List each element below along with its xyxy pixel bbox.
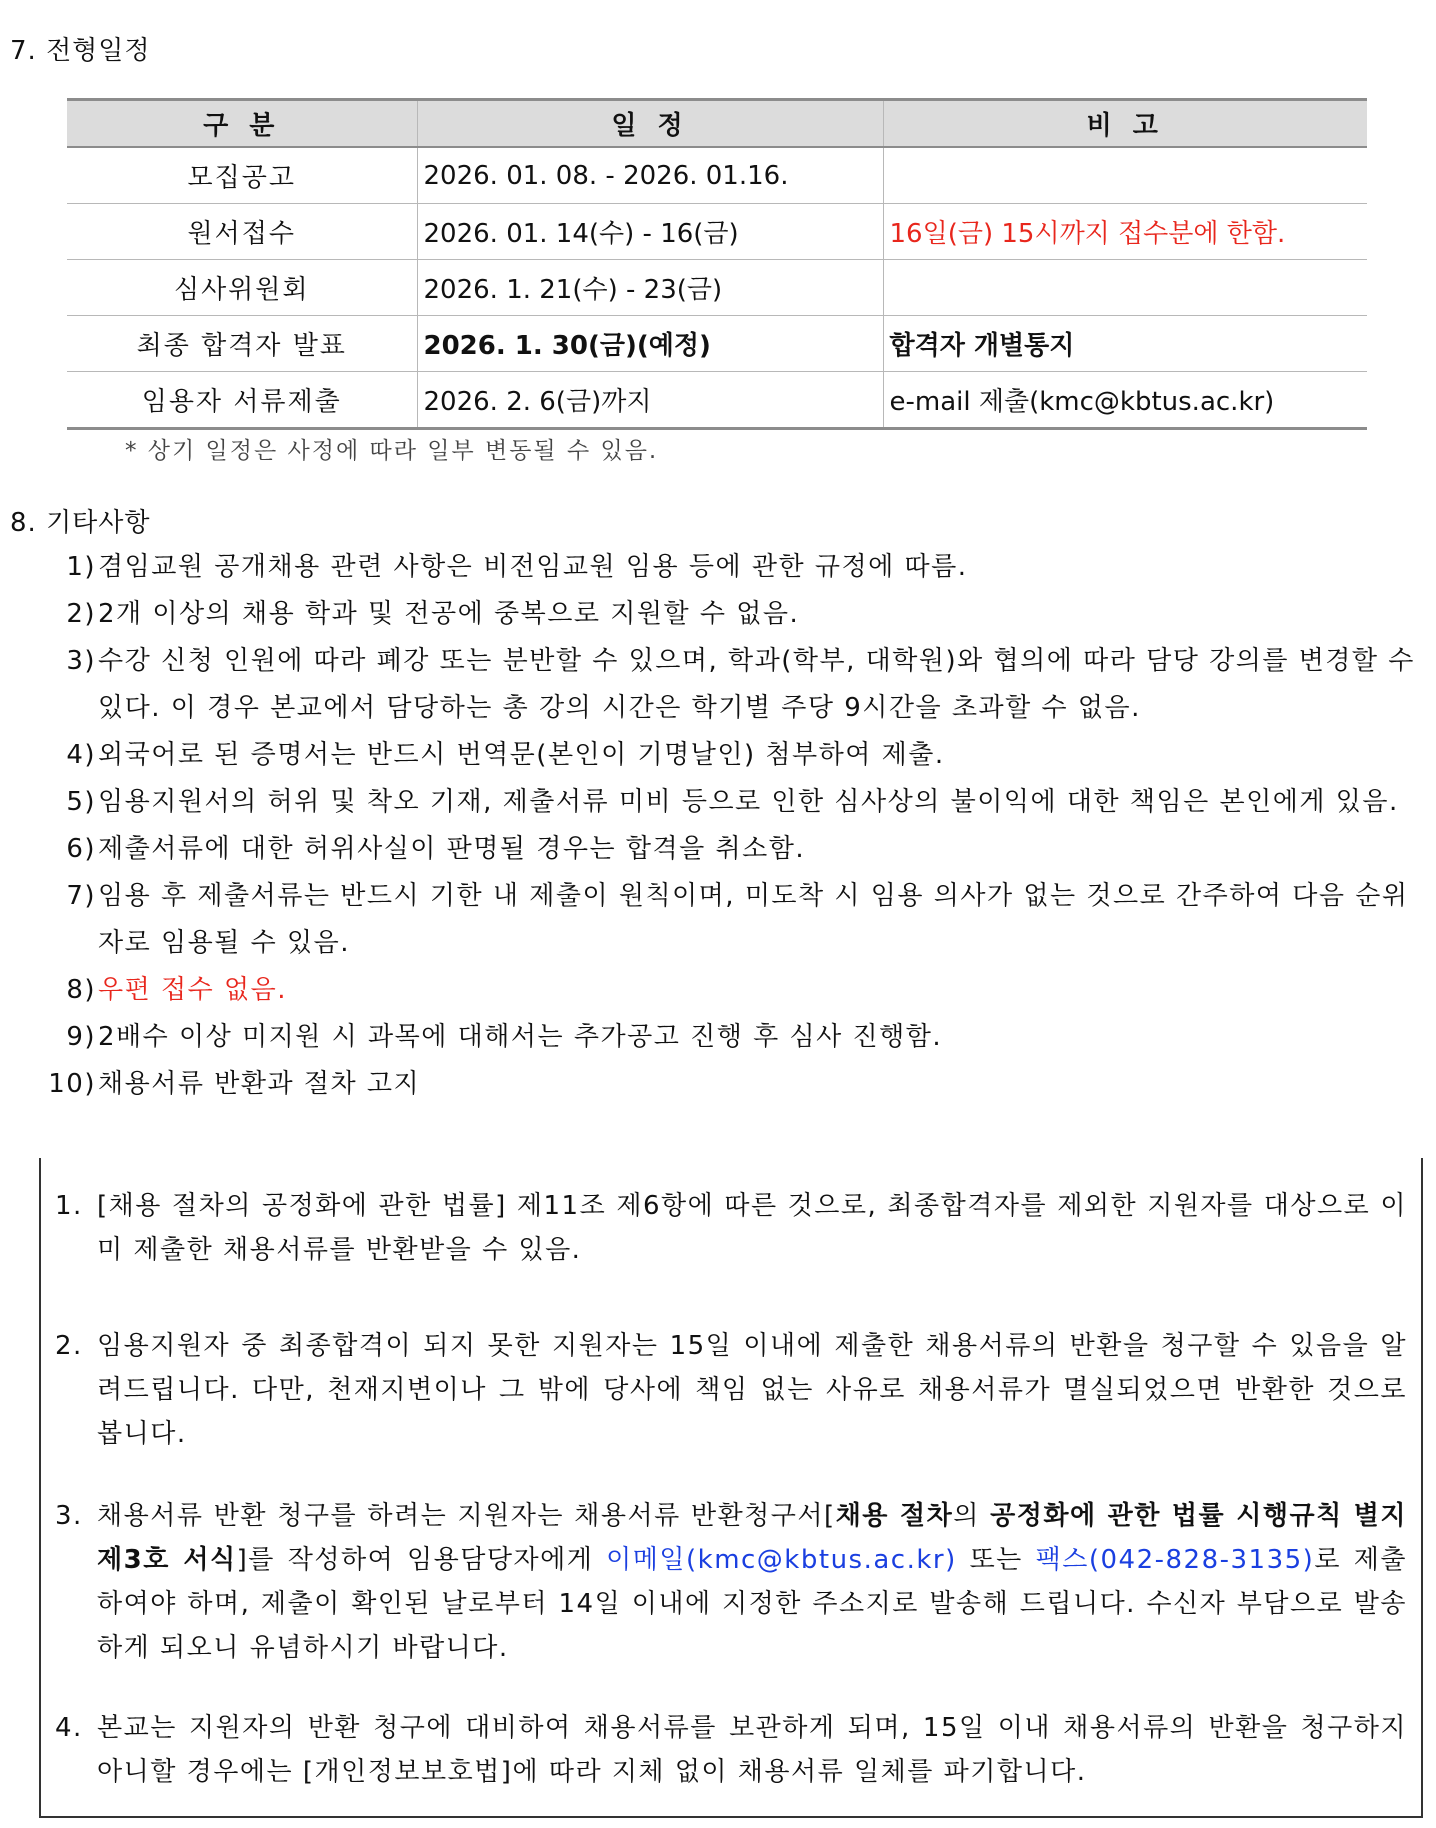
header-remarks: 비 고 — [883, 100, 1367, 148]
list-item-text: 제출서류에 대한 허위사실이 판명될 경우는 합격을 취소함. — [98, 834, 806, 864]
list-item-text: 수강 신청 인원에 따라 폐강 또는 분반할 수 있으며, 학과(학부, 대학원)와 협의에 따라 담당 강의를 변경할 수 있다. 이 경우 본교에서 담당하는 총 강의 시간은 학기별 주당 9시간을 초과할 수 없음. — [98, 646, 1415, 723]
list-item — [40, 873, 1430, 967]
notice-text-segment: ]를 작성하여 임용담당자에게 — [236, 1545, 607, 1575]
table-header-row — [67, 100, 1367, 148]
notice-item — [55, 1706, 1407, 1794]
email-link[interactable]: 이메일(kmc@kbtus.ac.kr) — [606, 1545, 957, 1575]
row-category: 임용자 서류제출 — [67, 372, 417, 429]
list-item — [40, 826, 1430, 873]
row-category: 심사위원회 — [67, 260, 417, 316]
notice-bold-segment: 채용 절차 — [835, 1501, 954, 1531]
notice-item — [55, 1184, 1407, 1272]
list-item — [40, 1061, 1430, 1108]
list-item — [40, 779, 1430, 826]
section8-title: 8. 기타사항 — [10, 508, 151, 538]
table-row — [67, 316, 1367, 372]
notice-item-number: 1. — [55, 1191, 83, 1221]
table-row — [67, 147, 1367, 204]
schedule-footnote: * 상기 일정은 사정에 따라 일부 변동될 수 있음. — [125, 438, 659, 464]
row-date: 2026. 1. 21(수) - 23(금) — [417, 260, 883, 316]
row-date: 2026. 01. 08. - 2026. 01.16. — [417, 147, 883, 204]
list-item-number: 6) — [66, 834, 96, 864]
list-item-number: 7) — [66, 881, 96, 911]
misc-list — [40, 544, 1430, 1108]
notice-item — [55, 1494, 1407, 1670]
row-category: 원서접수 — [67, 204, 417, 260]
list-item-number: 3) — [66, 646, 96, 676]
list-item-text: 채용서류 반환과 절차 고지 — [98, 1069, 421, 1099]
list-item-number: 4) — [66, 740, 96, 770]
notice-item-number: 3. — [55, 1501, 83, 1531]
schedule-table — [67, 98, 1367, 430]
notice-bold-segment: 공정화에 관한 법률 시행규칙 별지 제3호 서식 — [97, 1501, 1407, 1575]
row-category: 최종 합격자 발표 — [67, 316, 417, 372]
notice-item-number: 4. — [55, 1713, 83, 1743]
list-item-number: 8) — [66, 975, 96, 1005]
list-item-text-no-mail: 우편 접수 없음. — [98, 975, 287, 1005]
notice-item-text: 본교는 지원자의 반환 청구에 대비하여 채용서류를 보관하게 되며, 15일 이내 채용서류의 반환을 청구하지 아니할 경우에는 [개인정보보호법]에 따라 지체 없이 채용서류 일체를 파기합니다. — [97, 1713, 1407, 1787]
list-item — [40, 732, 1430, 779]
section7-title: 7. 전형일정 — [10, 36, 151, 66]
notice-item-text: [채용 절차의 공정화에 관한 법률] 제11조 제6항에 따른 것으로, 최종합격자를 제외한 지원자를 대상으로 이미 제출한 채용서류를 반환받을 수 있음. — [97, 1191, 1407, 1265]
notice-text-segment: 또는 — [956, 1545, 1036, 1575]
notice-item-text: 임용지원자 중 최종합격이 되지 못한 지원자는 15일 이내에 제출한 채용서류의 반환을 청구할 수 있음을 알려드립니다. 다만, 천재지변이나 그 밖에 당사에 책임 없는 사유로 채용서류가 멸실되었으면 반환한 것으로 봅니다. — [97, 1331, 1407, 1449]
table-row — [67, 372, 1367, 429]
list-item-number: 10) — [48, 1069, 96, 1099]
list-item-text: 2배수 이상 미지원 시 과목에 대해서는 추가공고 진행 후 심사 진행함. — [98, 1022, 943, 1052]
notice-text-segment: 의 — [953, 1501, 991, 1531]
list-item-number: 2) — [66, 599, 96, 629]
list-item — [40, 544, 1430, 591]
list-item — [40, 1014, 1430, 1061]
row-category: 모집공고 — [67, 147, 417, 204]
notice-item-text — [97, 1494, 1407, 1670]
row-note: e-mail 제출(kmc@kbtus.ac.kr) — [883, 372, 1367, 429]
notice-text-segment: 로 제출하여야 하며, 제출이 확인된 날로부터 14일 이내에 지정한 주소지로 발송해 드립니다. 수신자 부담으로 발송하게 되오니 유념하시기 바랍니다. — [97, 1545, 1407, 1663]
header-schedule: 일 정 — [417, 100, 883, 148]
notice-item — [55, 1324, 1407, 1456]
list-item-number: 1) — [66, 552, 96, 582]
list-item-text: 겸임교원 공개채용 관련 사항은 비전임교원 임용 등에 관한 규정에 따름. — [98, 552, 968, 582]
table-row — [67, 260, 1367, 316]
table-row — [67, 204, 1367, 260]
list-item-text: 임용지원서의 허위 및 착오 기재, 제출서류 미비 등으로 인한 심사상의 불이익에 대한 책임은 본인에게 있음. — [98, 787, 1399, 817]
list-item-number: 9) — [66, 1022, 96, 1052]
list-item — [40, 591, 1430, 638]
list-item-text: 2개 이상의 채용 학과 및 전공에 중복으로 지원할 수 없음. — [98, 599, 800, 629]
list-item — [40, 638, 1430, 732]
list-item-text: 임용 후 제출서류는 반드시 기한 내 제출이 원칙이며, 미도착 시 임용 의사가 없는 것으로 간주하여 다음 순위자로 임용될 수 있음. — [98, 881, 1409, 958]
row-note-deadline: 16일(금) 15시까지 접수분에 한함. — [883, 204, 1367, 260]
notice-item-number: 2. — [55, 1331, 83, 1361]
header-category: 구 분 — [67, 100, 417, 148]
row-date: 2026. 2. 6(금)까지 — [417, 372, 883, 429]
row-note: 합격자 개별통지 — [883, 316, 1367, 372]
row-date: 2026. 1. 30(금)(예정) — [417, 316, 883, 372]
list-item — [40, 967, 1430, 1014]
list-item-text: 외국어로 된 증명서는 반드시 번역문(본인이 기명날인) 첨부하여 제출. — [98, 740, 945, 770]
notice-text-segment: 채용서류 반환 청구를 하려는 지원자는 채용서류 반환청구서[ — [97, 1501, 836, 1531]
list-item-number: 5) — [66, 787, 96, 817]
row-date: 2026. 01. 14(수) - 16(금) — [417, 204, 883, 260]
row-note — [883, 260, 1367, 316]
row-note — [883, 147, 1367, 204]
fax-link[interactable]: 팩스(042-828-3135) — [1035, 1545, 1315, 1575]
document-return-notice-box — [39, 1158, 1423, 1818]
